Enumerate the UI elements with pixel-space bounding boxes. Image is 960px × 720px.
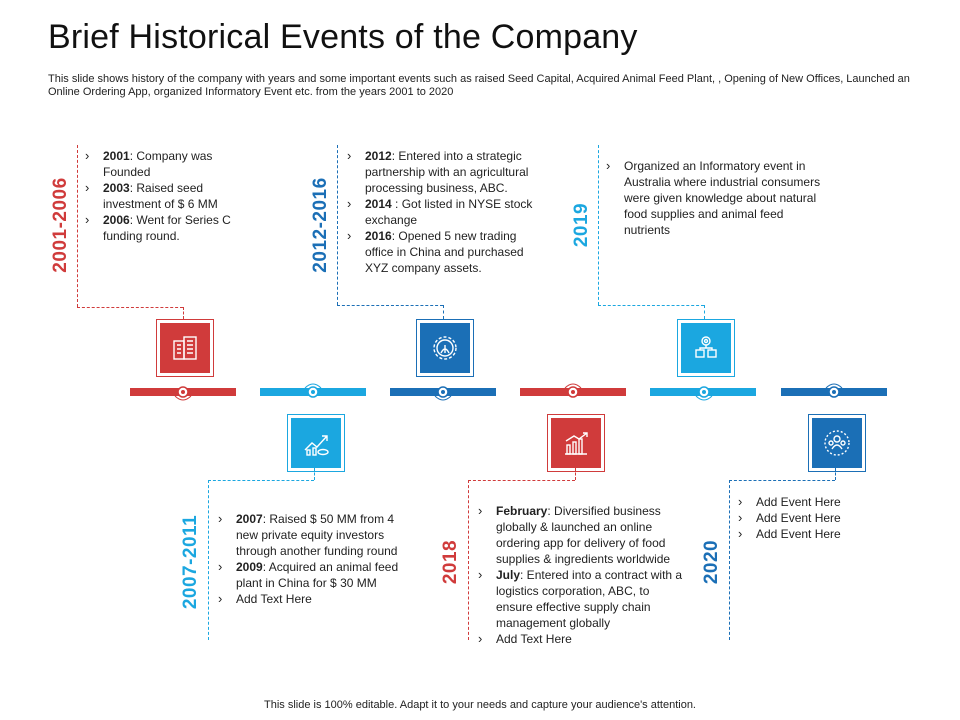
connector-line [598,305,704,306]
target-marker-icon [303,382,323,402]
list-item: › Add Event Here [736,510,886,526]
page-subtitle: This slide shows history of the company with years and some important events such as raised Seed Capital, Acquired Animal Feed Plant, , Opening of New Offices, Launched an Online Ordering App, organized Informatory Event etc. from the years 2001 to 2020 [48,73,910,98]
list-item: › Organized an Informatory event in Australia where industrial consumers were given knowledge about natural food supplies and animal feed nutrients [604,158,826,238]
connector-line [443,305,444,319]
period-label-2020: 2020 [701,539,722,585]
list-item: › 2012: Entered into a strategic partnership with an agricultural processing business, ABC. [345,148,545,196]
bar-chart-growth-icon [561,428,591,458]
connector-line [468,480,469,640]
list-item: › 2014 : Got listed in NYSE stock exchange [345,196,545,228]
icon-box-2019 [677,319,735,377]
list-item: › 2006: Went for Series C funding round. [83,212,245,244]
icon-box-2020 [808,414,866,472]
target-marker-icon [563,382,583,402]
connector-line [337,145,338,305]
icon-box-2007-2011 [287,414,345,472]
period-label-2007-2011: 2007-2011 [180,514,201,610]
event-list-2018 [476,503,686,647]
list-item: › 2016: Opened 5 new trading office in China and purchased XYZ company assets. [345,228,545,276]
target-marker-icon [173,382,193,402]
list-item: › 2009: Acquired an animal feed plant in China for $ 30 MM [216,559,418,591]
building-icon [170,333,200,363]
footer-note: This slide is 100% editable. Adapt it to your needs and capture your audience's attention. [264,699,696,711]
connector-line [208,480,314,481]
connector-line [77,307,183,308]
connector-line [208,480,209,640]
target-marker-icon [433,382,453,402]
list-item: › 2007: Raised $ 50 MM from 4 new private equity investors through another funding round [216,511,418,559]
period-label-2018: 2018 [440,539,461,585]
period-label-2019: 2019 [571,202,592,248]
icon-box-2001-2006 [156,319,214,377]
list-item: › Add Event Here [736,494,886,510]
connector-line [183,307,184,319]
target-marker-icon [824,382,844,402]
list-item: › Add Text Here [216,591,418,607]
event-list-2012-2016 [345,148,545,276]
icon-box-2018 [547,414,605,472]
event-list-2007-2011 [216,511,418,607]
list-item: › Add Event Here [736,526,886,542]
connector-line [729,480,835,481]
target-marker-icon [694,382,714,402]
connector-line [729,480,730,640]
event-list-2020 [736,494,886,542]
growth-chart-money-icon [301,428,331,458]
event-list-2001-2006 [83,148,245,244]
connector-line [468,480,575,481]
list-item: › Add Text Here [476,631,686,647]
team-icon [822,428,852,458]
period-label-2012-2016: 2012-2016 [310,177,331,273]
icon-box-2012-2016 [416,319,474,377]
list-item: › July: Entered into a contract with a logistics corporation, ABC, to ensure effective supply chain management globally [476,567,686,631]
list-item: › 2001: Company was Founded [83,148,245,180]
connector-line [77,145,78,307]
connector-line [704,305,705,319]
page-title: Brief Historical Events of the Company [48,18,638,56]
list-item: › February: Diversified business globally & launched an online ordering app for delivery of food supplies & ingredients worldwide [476,503,686,567]
connector-line [598,145,599,305]
period-label-2001-2006: 2001-2006 [50,177,71,273]
connector-line [337,305,443,306]
event-list-2019 [604,158,826,238]
gear-boxes-icon [691,333,721,363]
list-item: › 2003: Raised seed investment of $ 6 MM [83,180,245,212]
gear-plant-icon [430,333,460,363]
